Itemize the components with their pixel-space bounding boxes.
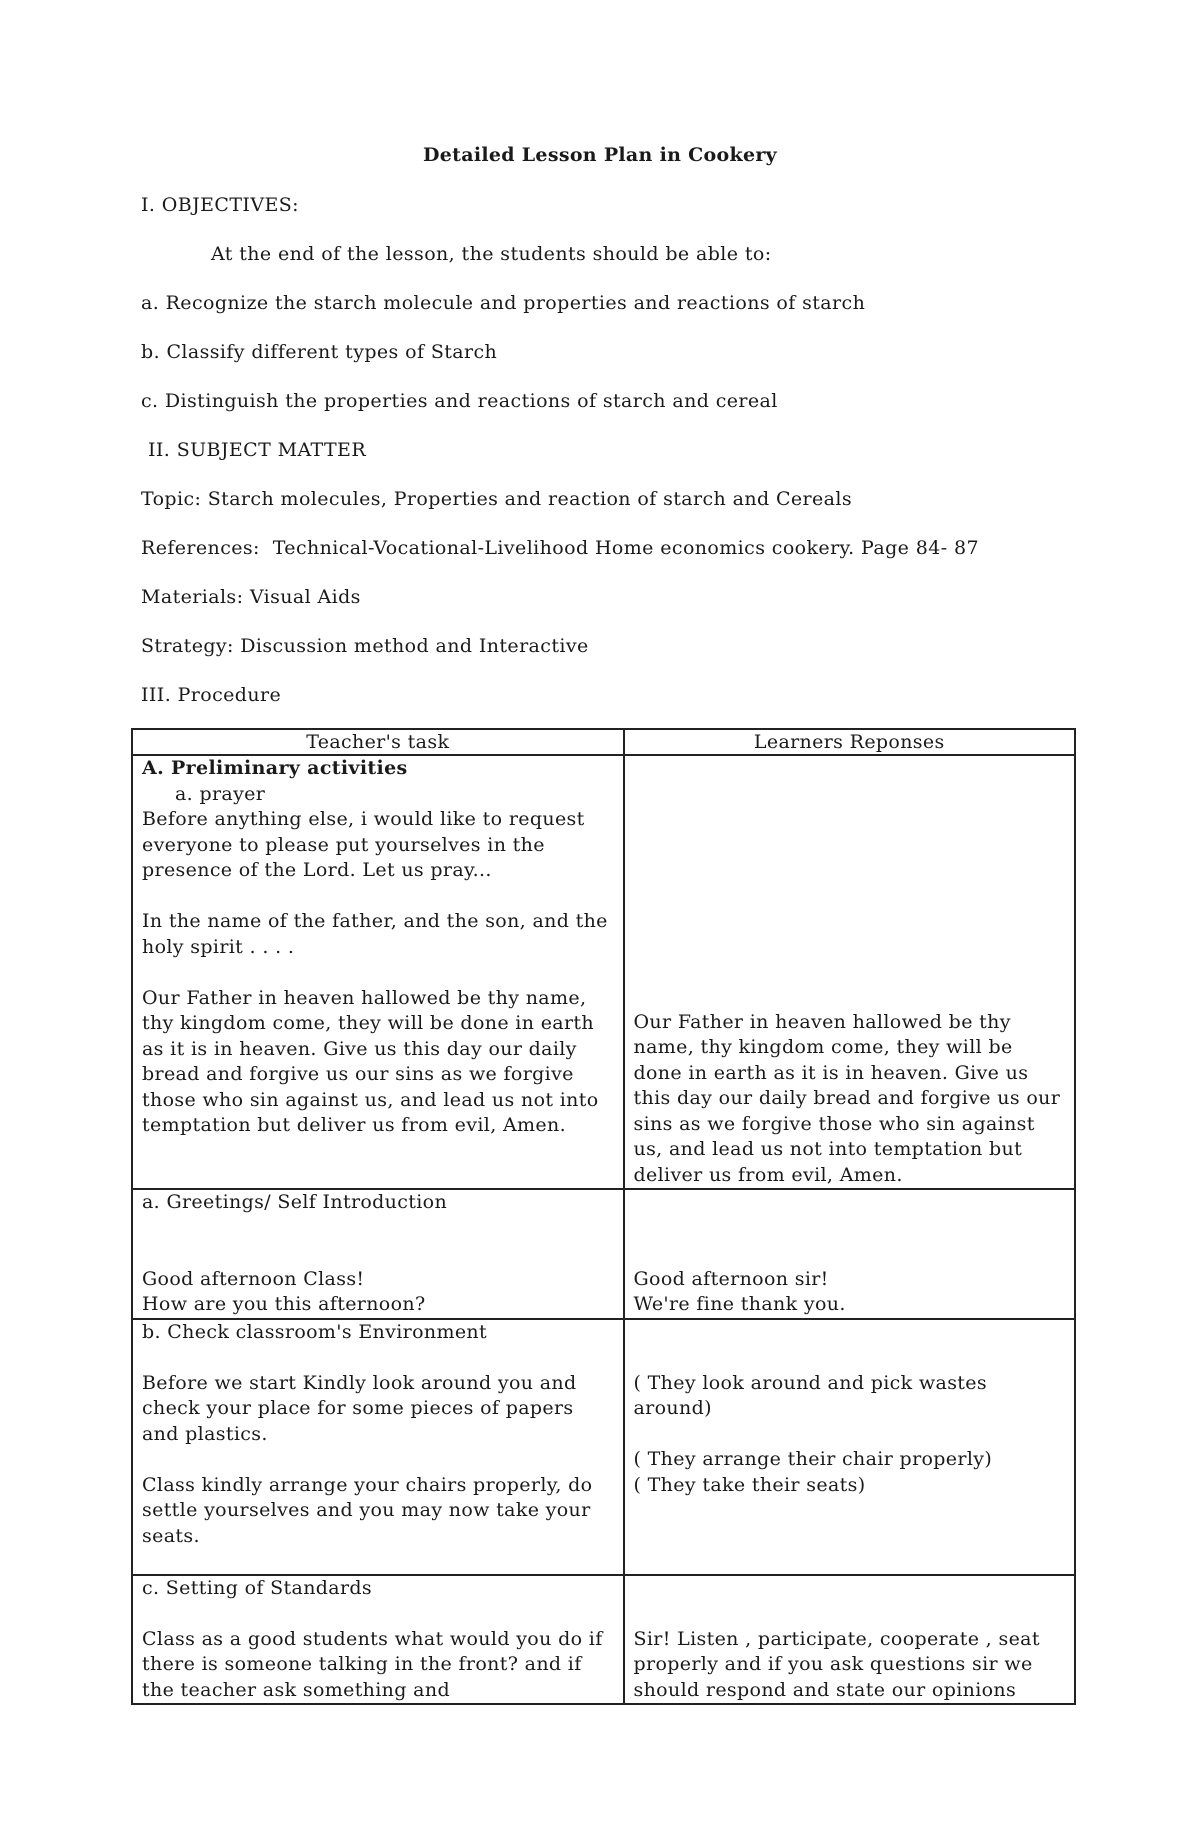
- teacher-cell: [132, 1189, 624, 1319]
- table-row: [132, 755, 1075, 1189]
- standards-heading: c. Setting of Standards: [142, 1576, 373, 1599]
- greeting-teacher-1: Good afternoon Class!: [142, 1267, 365, 1290]
- greeting-learner-1: Good afternoon sir!: [633, 1267, 829, 1290]
- prelim-heading: A. Preliminary activities: [142, 757, 408, 779]
- header-teachers-task: Teacher's task: [132, 729, 624, 755]
- environment-teacher-1: Before we start Kindly look around you and check your place for some pieces of papers and plastics.: [142, 1371, 577, 1445]
- topic-line: Topic: Starch molecules, Properties and reaction of starch and Cereals: [141, 488, 853, 510]
- environment-learner-1: ( They look around and pick wastes around): [633, 1371, 987, 1419]
- learner-cell: [624, 1319, 1076, 1575]
- learner-cell: [624, 1189, 1076, 1319]
- teacher-cell: [132, 755, 624, 1189]
- materials-line: Materials: Visual Aids: [141, 586, 361, 608]
- objective-item: b. Classify different types of Starch: [141, 341, 498, 363]
- procedure-table: [131, 728, 1076, 1705]
- prayer-intro: Before anything else, i would like to request everyone to please put yourselves in the presence of the Lord. Let us pray...: [142, 808, 585, 881]
- prayer-response: Our Father in heaven hallowed be thy name, thy kingdom come, they will be done in earth as it is in heaven. Give us this day our daily bread and forgive us our sins as we forgive those who sin against us, and lead us not into temptation but deliver us from evil, Amen.: [633, 1010, 1061, 1186]
- standards-teacher-1: Class as a good students what would you do if there is someone talking in the front? and if the teacher ask something and: [142, 1627, 603, 1701]
- environment-teacher-2: Class kindly arrange your chairs properly, do settle yourselves and you may now take your seats.: [142, 1473, 593, 1547]
- table-row: [132, 1189, 1075, 1319]
- strategy-line: Strategy: Discussion method and Interactive: [141, 635, 589, 657]
- objective-item: a. Recognize the starch molecule and properties and reactions of starch: [141, 292, 866, 314]
- prayer-text: Our Father in heaven hallowed be thy name, thy kingdom come, they will be done in earth as it is in heaven. Give us this day our daily bread and forgive us our sins as we forgive those who sin against us, and lead us not into temptation but deliver us from evil, Amen.: [142, 986, 599, 1136]
- teacher-cell: [132, 1575, 624, 1705]
- greetings-heading: a. Greetings/ Self Introduction: [142, 1191, 448, 1213]
- procedure-heading: III. Procedure: [141, 684, 282, 706]
- objectives-heading: I. OBJECTIVES:: [141, 194, 299, 216]
- greeting-learner-2: We're fine thank you.: [633, 1293, 846, 1315]
- prayer-subheading: a. prayer: [175, 782, 266, 805]
- header-learners-responses: Learners Reponses: [624, 729, 1076, 755]
- greeting-teacher-2: How are you this afternoon?: [142, 1293, 426, 1315]
- document-title: Detailed Lesson Plan in Cookery: [423, 144, 777, 166]
- teacher-cell: [132, 1319, 624, 1575]
- learner-cell: [624, 755, 1076, 1189]
- learner-cell: [624, 1575, 1076, 1705]
- standards-learner-1: Sir! Listen , participate, cooperate , seat properly and if you ask questions sir we should respond and state our opinions: [633, 1627, 1040, 1701]
- environment-heading: b. Check classroom's Environment: [142, 1320, 487, 1343]
- references-line: References: Technical-Vocational-Livelihood Home economics cookery. Page 84- 87: [141, 537, 979, 559]
- subject-matter-heading: II. SUBJECT MATTER: [148, 439, 367, 461]
- sign-of-cross: In the name of the father, and the son, and the holy spirit . . . .: [142, 910, 608, 958]
- table-row: [132, 1319, 1075, 1575]
- environment-learner-2: ( They arrange their chair properly): [633, 1448, 993, 1470]
- table-header-row: [132, 729, 1075, 755]
- environment-learner-3: ( They take their seats): [633, 1473, 866, 1496]
- objective-item: c. Distinguish the properties and reactions of starch and cereal: [141, 390, 778, 412]
- table-row: [132, 1575, 1075, 1705]
- objectives-intro: At the end of the lesson, the students should be able to:: [211, 243, 772, 265]
